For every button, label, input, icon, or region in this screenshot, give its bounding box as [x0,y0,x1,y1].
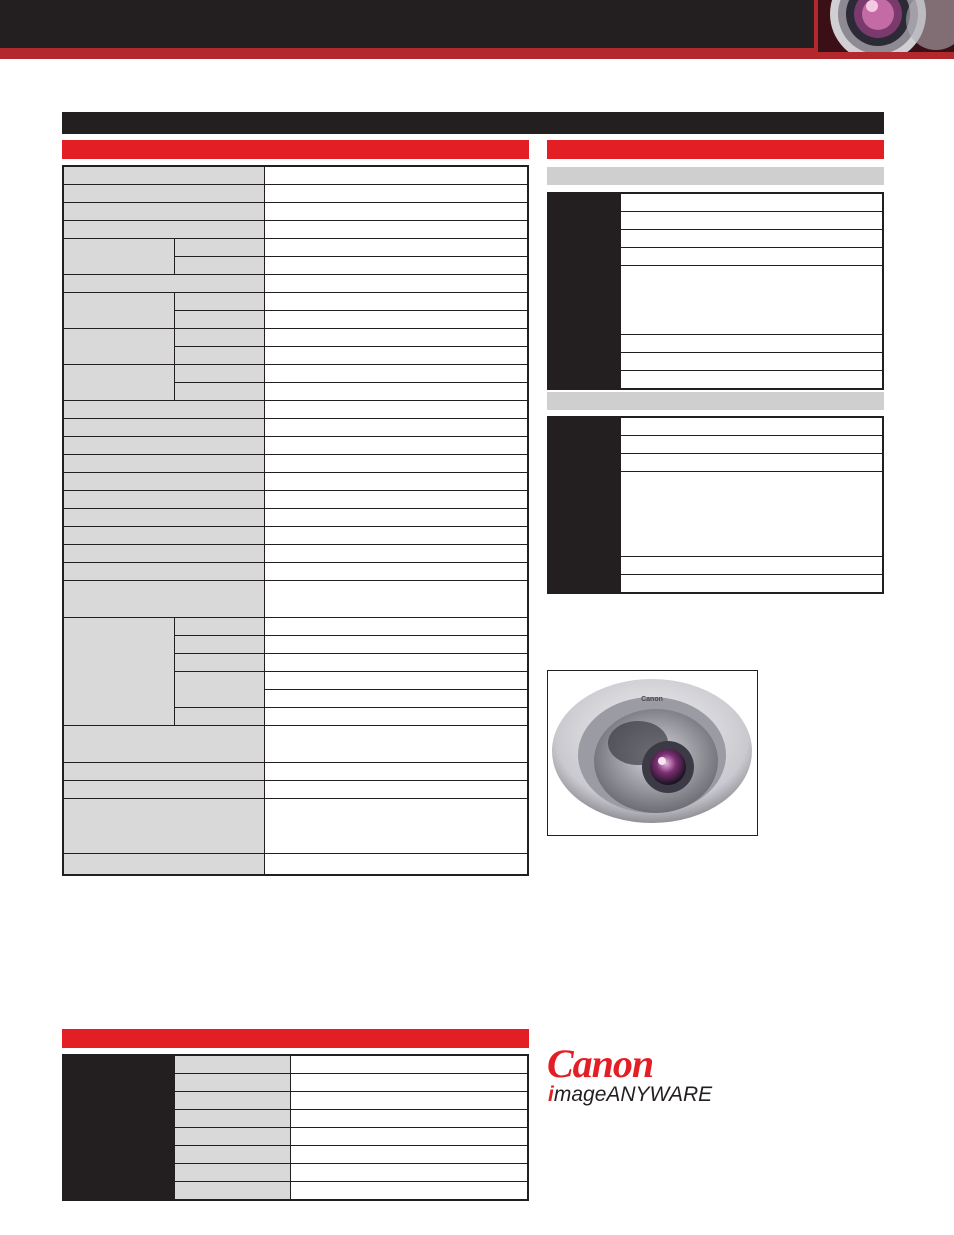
right-subheader-1 [547,167,884,185]
camera-lens-image [814,0,954,52]
requirements-table-1 [547,192,884,390]
bottom-section-header [62,1029,529,1048]
header-bar [0,0,954,48]
header-red-stripe [0,48,954,59]
section-title-bar [62,112,884,134]
left-section-header [62,140,529,159]
specifications-table [62,165,529,876]
imageanyware-rest: mageANYWARE [553,1083,713,1106]
right-subheader-2 [547,392,884,410]
product-photo [547,670,758,836]
right-section-header [547,140,884,159]
photo-brand-mark: Canon [641,696,663,703]
imageanyware-i: i [548,1083,554,1106]
requirements-table-2 [547,416,884,594]
canon-logo: Canon [547,1041,654,1086]
imageanyware-logo [548,1083,712,1107]
bottom-table [62,1054,529,1201]
